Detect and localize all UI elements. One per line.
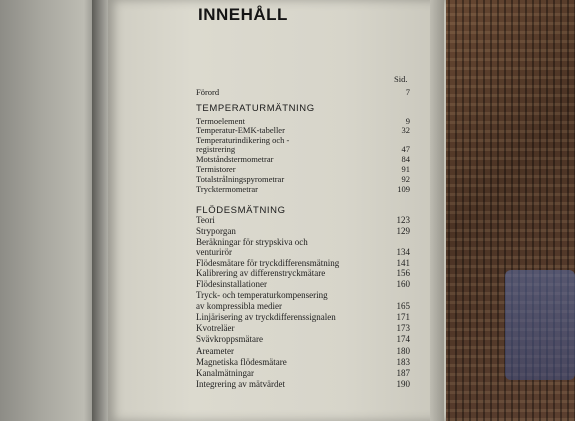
toc-row-foreword (0, 87, 575, 97)
toc-entry-label: Kanalmätningar (196, 368, 254, 378)
toc-row (0, 323, 575, 333)
toc-row (0, 301, 575, 311)
toc-row (0, 334, 575, 344)
toc-row (0, 184, 575, 194)
toc-entry-label: Tryck- och temperaturkompensering (196, 290, 328, 300)
toc-entry-page: 9 (405, 116, 410, 126)
toc-entry-page: 156 (396, 268, 410, 278)
toc-entry-label: Motståndstermometrar (196, 154, 274, 164)
toc-entry-label: Kvotreläer (196, 323, 235, 333)
toc-entry-page: 7 (405, 87, 410, 97)
toc-entry-page: 32 (401, 125, 410, 135)
toc-row (0, 290, 575, 300)
toc-entry-page: 109 (397, 184, 410, 194)
toc-entry-page: 180 (396, 346, 410, 356)
toc-row (0, 279, 575, 289)
toc-entry-label: Linjärisering av tryckdifferenssignalen (196, 312, 336, 322)
toc-row (0, 258, 575, 268)
toc-entry-page: 123 (396, 215, 410, 225)
toc-entry-label: Teori (196, 215, 215, 225)
toc-entry-page: 165 (396, 301, 410, 311)
toc-row (0, 215, 575, 225)
section-heading-flow: FLÖDESMÄTNING (196, 205, 286, 216)
toc-row (0, 346, 575, 356)
toc-entry-label: Flödesinstallationer (196, 279, 267, 289)
toc-entry-label: registrering (196, 144, 236, 154)
toc-entry-label: Temperaturindikering och - (196, 135, 290, 145)
toc-entry-page: 160 (396, 279, 410, 289)
toc-entry-label: av kompressibla medier (196, 301, 282, 311)
toc-entry-page: 141 (396, 258, 410, 268)
toc-entry-label: venturirör (196, 247, 232, 257)
toc-entry-label: Flödesmätare för tryckdifferensmätning (196, 258, 340, 268)
toc-row (0, 174, 575, 184)
toc-entry-page: 171 (396, 312, 410, 322)
toc-entry-page: 190 (396, 379, 410, 389)
toc-row (0, 247, 575, 257)
toc-row (0, 379, 575, 389)
toc-row (0, 357, 575, 367)
toc-entry-page: 84 (401, 154, 410, 164)
toc-entry-label: Stryporgan (196, 226, 236, 236)
toc-entry-label: Magnetiska flödesmätare (196, 357, 287, 367)
toc-row (0, 125, 575, 135)
toc-entry-label: Kalibrering av differenstryckmätare (196, 268, 326, 278)
section-heading-temperature: TEMPERATURMÄTNING (196, 103, 315, 114)
toc-entry-page: 92 (401, 174, 410, 184)
toc-row (0, 154, 575, 164)
page-column-label: Sid. (394, 74, 408, 84)
toc-entry-label: Termoelement (196, 116, 245, 126)
toc-entry-page: 183 (396, 357, 410, 367)
toc-entry-page: 134 (396, 247, 410, 257)
toc-row (0, 312, 575, 322)
toc-entry-label: Förord (196, 87, 220, 97)
page-title: INNEHÅLL (198, 5, 288, 24)
toc-entry-page: 174 (396, 334, 410, 344)
toc-entry-page: 129 (396, 226, 410, 236)
toc-entry-label: Svävkroppsmätare (196, 334, 263, 344)
toc-row (0, 226, 575, 236)
toc-row (0, 237, 575, 247)
toc-entry-page: 91 (401, 164, 410, 174)
toc-entry-label: Trycktermometrar (196, 184, 259, 194)
toc-row (0, 144, 575, 154)
toc-row (0, 164, 575, 174)
toc-entry-label: Beräkningar för strypskiva och (196, 237, 308, 247)
toc-entry-label: Integrering av mätvärdet (196, 379, 285, 389)
toc-entry-page: 47 (401, 144, 410, 154)
toc-entry-page: 173 (396, 323, 410, 333)
toc-entry-label: Termistorer (196, 164, 236, 174)
toc-row (0, 268, 575, 278)
toc-entry-label: Areameter (196, 346, 234, 356)
toc-entry-label: Totalstrålningspyrometrar (196, 174, 285, 184)
toc-row (0, 368, 575, 378)
toc-entry-page: 187 (396, 368, 410, 378)
toc-entry-label: Temperatur-EMK-tabeller (196, 125, 285, 135)
